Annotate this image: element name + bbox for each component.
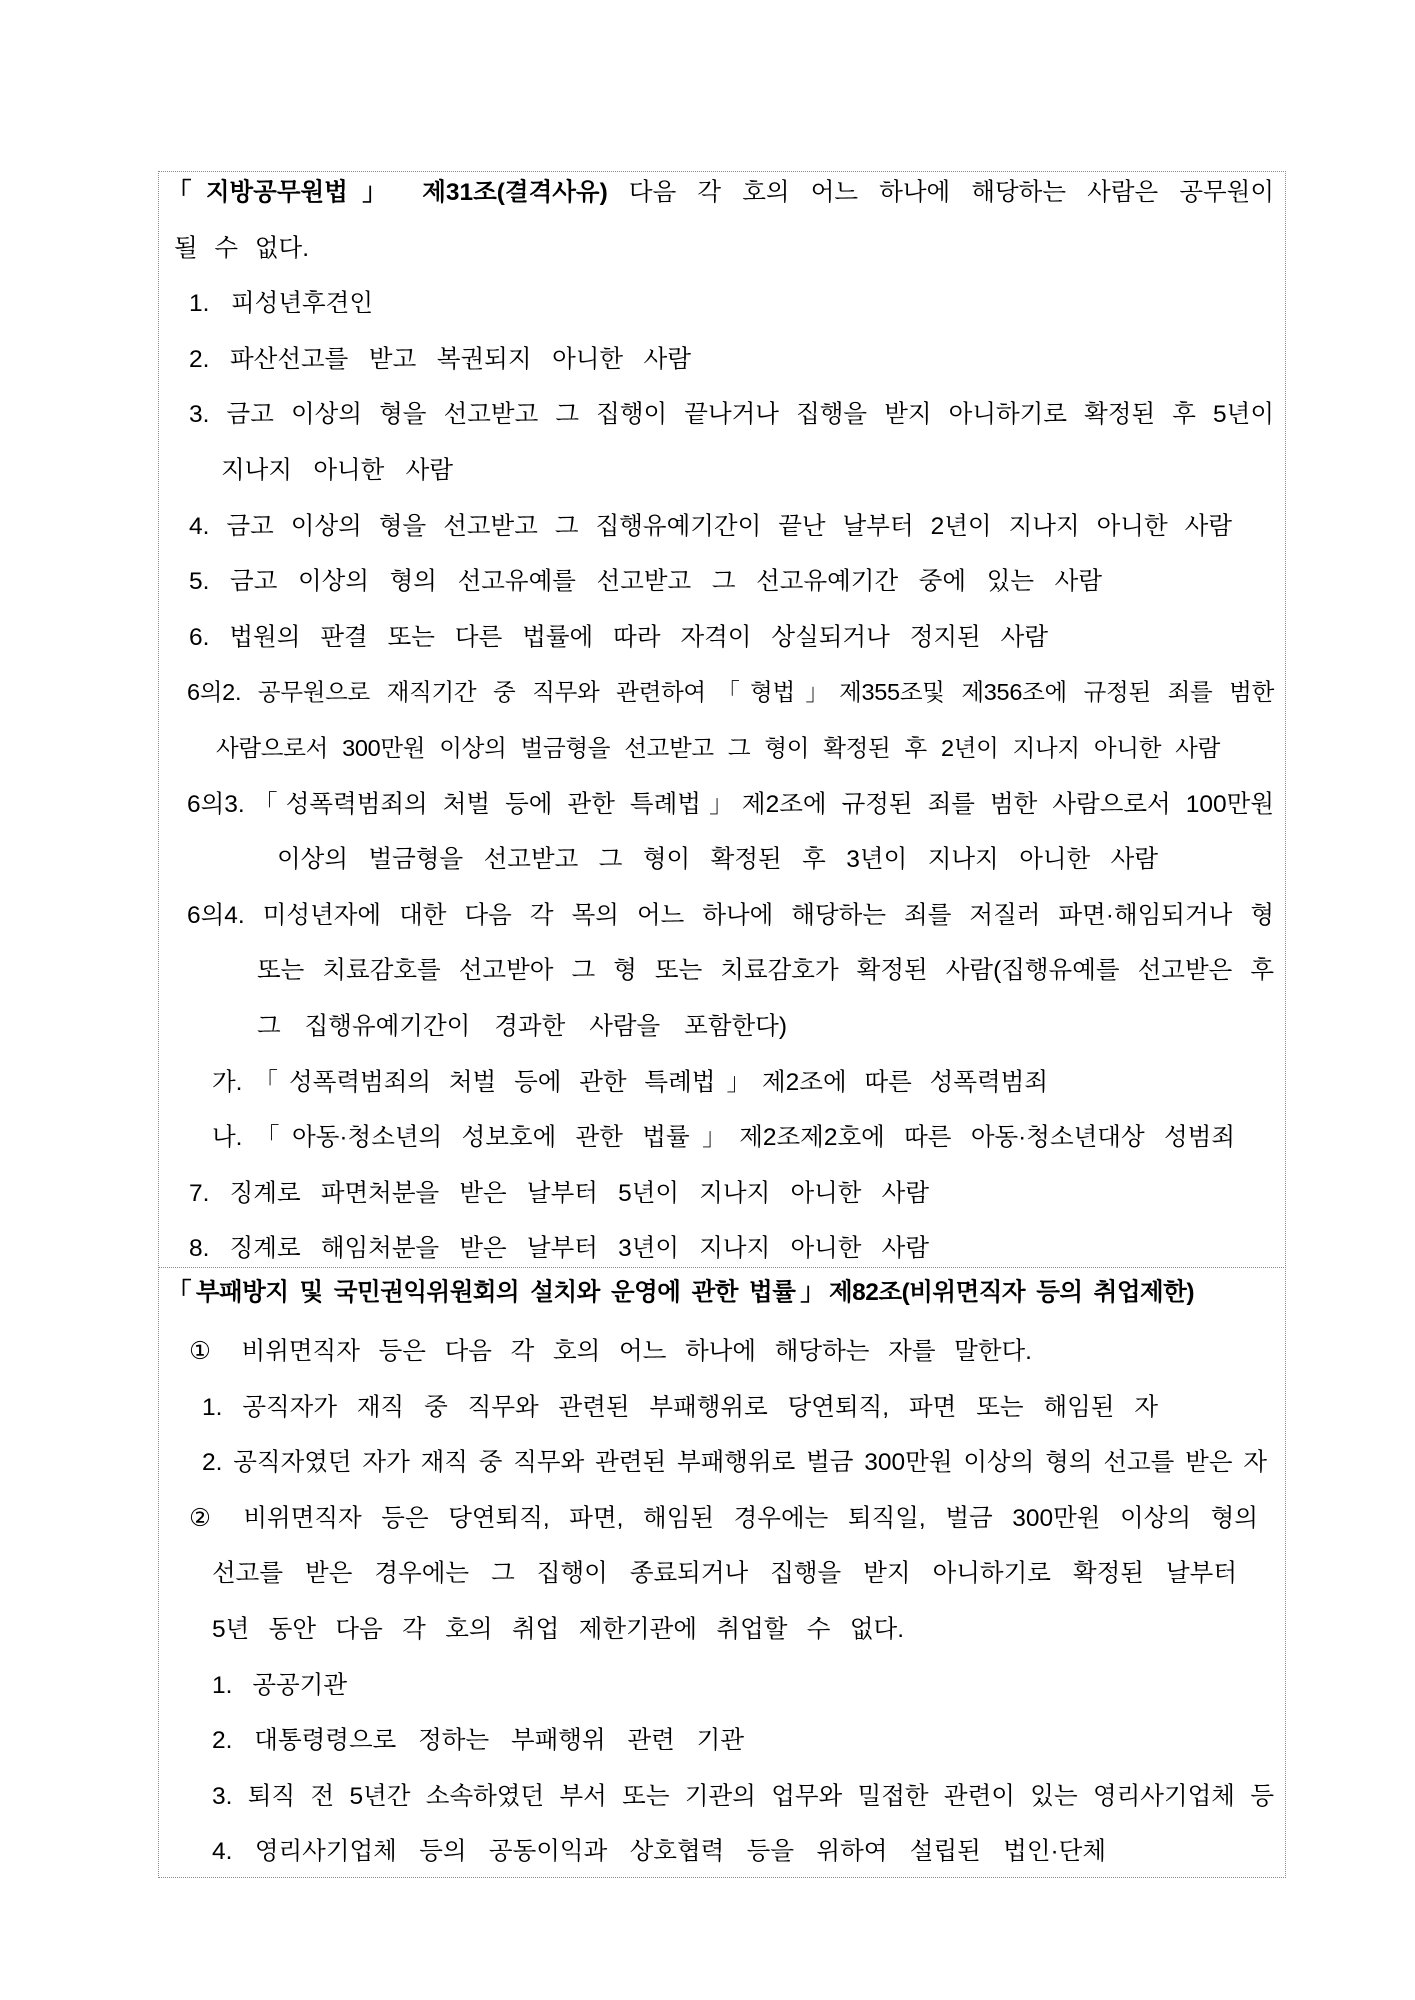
article31-section [0,165,1415,1277]
article31-title: 「지방공무원법」 제31조(결격사유) [167,179,608,206]
article82-paragraph-2-item-1: 1. 공공기관 [212,1671,347,1699]
article31-item-1: 1. 피성년후견인 [189,290,373,318]
article31-item-6-4-continuation: 또는 치료감호를 선고받아 그 형 또는 치료감호가 확정된 사람(집행유예를 선고받은 후 [257,957,1274,985]
article82-section [0,1265,1415,1880]
article82-paragraph-2-item-3: 3. 퇴직 전 5년간 소속하였던 부서 또는 기관의 업무와 밀접한 관련이 있는 영리사기업체 등 [212,1782,1274,1810]
article31-item-6-2-continuation: 사람으로서 300만원 이상의 벌금형을 선고받고 그 형이 확정된 후 2년이 지나지 아니한 사람 [216,734,1220,761]
article82-title: 「부패방지 및 국민권익위원회의 설치와 운영에 관한 법률」제82조(비위면직자 등의 취업제한) [167,1279,1194,1306]
article82-paragraph-1-item-1: 1. 공직자가 재직 중 직무와 관련된 부패행위로 당연퇴직, 파면 또는 해임된 자 [202,1393,1158,1421]
article31-subitem-ga: 가.「성폭력범죄의 처벌 등에 관한 특례법」제2조에 따른 성폭력범죄 [212,1068,1048,1096]
article31-item-6-3-continuation: 이상의 벌금형을 선고받고 그 형이 확정된 후 3년이 지나지 아니한 사람 [277,846,1158,874]
article31-item-6-4-continuation: 그 집행유예기간이 경과한 사람을 포함한다) [257,1012,787,1040]
article31-intro-text: 다음 각 호의 어느 하나에 해당하는 사람은 공무원이 [628,179,1274,206]
article82-paragraph-1: ① 비위면직자 등은 다음 각 호의 어느 하나에 해당하는 자를 말한다. [189,1337,1032,1365]
article31-item-3: 3. 금고 이상의 형을 선고받고 그 집행이 끝나거나 집행을 받지 아니하기로 확정된 후 5년이 [189,401,1274,429]
article31-item-6-4: 6의4. 미성년자에 대한 다음 각 목의 어느 하나에 해당하는 죄를 저질러 파면·해임되거나 형 [187,901,1274,929]
article31-item-7: 7. 징계로 파면처분을 받은 날부터 5년이 지나지 아니한 사람 [189,1179,929,1207]
article82-paragraph-2-continuation: 선고를 받은 경우에는 그 집행이 종료되거나 집행을 받지 아니하기로 확정된 날부터 [212,1560,1237,1588]
article31-item-4: 4. 금고 이상의 형을 선고받고 그 집행유예기간이 끝난 날부터 2년이 지나지 아니한 사람 [189,512,1232,540]
article31-item-3-continuation: 지나지 아니한 사람 [221,456,453,484]
article82-paragraph-1-item-2: 2. 공직자였던 자가 재직 중 직무와 관련된 부패행위로 벌금 300만원 이상의 형의 선고를 받은 자 [202,1449,1267,1477]
article31-item-6-2: 6의2. 공무원으로 재직기간 중 직무와 관련하여「형법」제355조및 제356조에 규정된 죄를 범한 [187,679,1274,706]
article82-paragraph-2: ② 비위면직자 등은 당연퇴직, 파면, 해임된 경우에는 퇴직일, 벌금 300만원 이상의 형의 [189,1504,1258,1532]
article31-intro-continuation: 될 수 없다. [174,234,309,262]
article31-item-2: 2. 파산선고를 받고 복권되지 아니한 사람 [189,345,691,373]
article82-paragraph-2-item-2: 2. 대통령령으로 정하는 부패행위 관련 기관 [212,1727,744,1755]
article31-item-5: 5. 금고 이상의 형의 선고유예를 선고받고 그 선고유예기간 중에 있는 사람 [189,568,1102,596]
article82-paragraph-2-continuation: 5년 동안 다음 각 호의 취업 제한기관에 취업할 수 없다. [212,1615,904,1643]
article31-heading-line [167,165,1274,221]
article31-item-6: 6. 법원의 판결 또는 다른 법률에 따라 자격이 상실되거나 정지된 사람 [189,623,1048,651]
article31-item-8: 8. 징계로 해임처분을 받은 날부터 3년이 지나지 아니한 사람 [189,1235,929,1263]
article31-item-6-3: 6의3.「성폭력범죄의 처벌 등에 관한 특례법」제2조에 규정된 죄를 범한 사람으로서 100만원 [187,790,1274,818]
article82-paragraph-2-item-4: 4. 영리사기업체 등의 공동이익과 상호협력 등을 위하여 설립된 법인·단체 [212,1838,1106,1866]
article31-subitem-na: 나.「아동·청소년의 성보호에 관한 법률」제2조제2호에 따른 아동·청소년대상 성범죄 [212,1124,1235,1152]
